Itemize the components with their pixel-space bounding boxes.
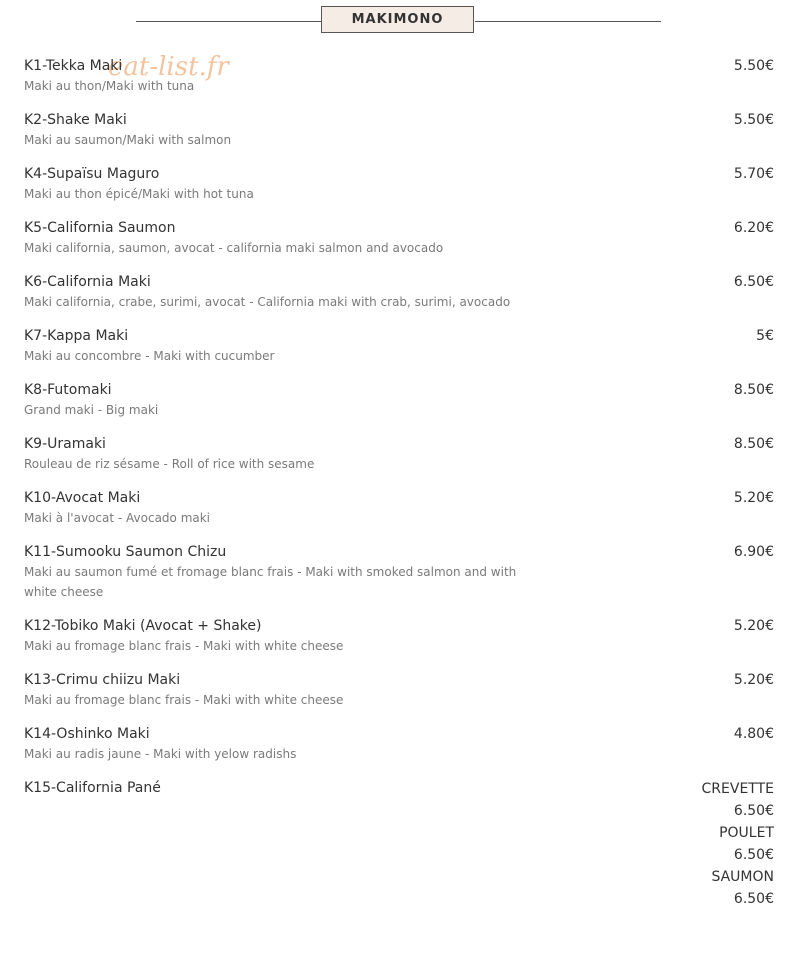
item-price: 5.20€ — [733, 672, 774, 688]
menu-item — [24, 542, 774, 602]
menu-list — [24, 56, 774, 907]
item-description: Maki au saumon/Maki with salmon — [24, 133, 232, 147]
menu-item — [24, 326, 774, 366]
item-price: 5.50€ — [733, 112, 774, 128]
item-name: K7-Kappa Maki — [24, 328, 129, 344]
item-description: Grand maki - Big maki — [24, 403, 159, 417]
item-price: 6.20€ — [733, 220, 774, 236]
item-description: Maki au thon/Maki with tuna — [24, 79, 195, 93]
item-name: K12-Tobiko Maki (Avocat + Shake) — [24, 618, 262, 634]
divider-left — [136, 21, 322, 22]
item-price: 5.20€ — [733, 618, 774, 634]
item-price: 5.50€ — [733, 58, 774, 74]
item-name: K14-Oshinko Maki — [24, 726, 150, 742]
section-header — [0, 0, 796, 40]
item-description: Maki au radis jaune - Maki with yelow radishs — [24, 747, 297, 761]
menu-item — [24, 380, 774, 420]
variant-label: POULET — [719, 825, 774, 841]
variant-label: SAUMON — [711, 869, 774, 885]
item-price: 5.70€ — [733, 166, 774, 182]
item-name: K5-California Saumon — [24, 220, 176, 236]
item-price: 6.90€ — [733, 544, 774, 560]
item-name: K15-California Pané — [24, 780, 161, 796]
item-price: 8.50€ — [733, 436, 774, 452]
price-variants — [702, 778, 774, 910]
menu-item — [24, 616, 774, 656]
item-description: Maki au fromage blanc frais - Maki with white cheese — [24, 639, 344, 653]
section-title: MAKIMONO — [321, 6, 474, 33]
menu-item — [24, 164, 774, 204]
item-name: K9-Uramaki — [24, 436, 106, 452]
variant-price: 6.50€ — [733, 891, 774, 907]
item-description: Maki california, crabe, surimi, avocat - California maki with crab, surimi, avocado — [24, 295, 511, 309]
item-name: K8-Futomaki — [24, 382, 112, 398]
item-description: Maki au fromage blanc frais - Maki with white cheese — [24, 693, 344, 707]
item-description: Maki à l'avocat - Avocado maki — [24, 511, 211, 525]
item-description: Rouleau de riz sésame - Roll of rice with sesame — [24, 457, 315, 471]
item-description: Maki au concombre - Maki with cucumber — [24, 349, 275, 363]
variant-label: CREVETTE — [701, 781, 774, 797]
watermark: eat-list.fr — [108, 52, 229, 82]
item-name: K2-Shake Maki — [24, 112, 127, 128]
menu-item — [24, 218, 774, 258]
item-price: 4.80€ — [733, 726, 774, 742]
item-name: K6-California Maki — [24, 274, 151, 290]
menu-item — [24, 670, 774, 710]
item-price: 6.50€ — [733, 274, 774, 290]
item-description: Maki california, saumon, avocat - california maki salmon and avocado — [24, 241, 444, 255]
item-name: K10-Avocat Maki — [24, 490, 141, 506]
item-name: K13-Crimu chiizu Maki — [24, 672, 181, 688]
variant-price: 6.50€ — [733, 847, 774, 863]
menu-item — [24, 724, 774, 764]
variant-price: 6.50€ — [733, 803, 774, 819]
menu-item — [24, 110, 774, 150]
menu-item — [24, 434, 774, 474]
item-name: K11-Sumooku Saumon Chizu — [24, 544, 227, 560]
item-description: Maki au thon épicé/Maki with hot tuna — [24, 187, 254, 201]
menu-item-california-pane — [24, 778, 774, 907]
item-name: K1-Tekka Maki — [24, 58, 123, 74]
item-name: K4-Supaïsu Maguro — [24, 166, 160, 182]
menu-item — [24, 56, 774, 96]
divider-right — [475, 21, 661, 22]
item-price: 5€ — [756, 328, 774, 344]
menu-item — [24, 488, 774, 528]
item-price: 5.20€ — [733, 490, 774, 506]
menu-item — [24, 272, 774, 312]
item-price: 8.50€ — [733, 382, 774, 398]
item-description: Maki au saumon fumé et fromage blanc frais - Maki with smoked salmon and with white cheese — [24, 565, 517, 599]
